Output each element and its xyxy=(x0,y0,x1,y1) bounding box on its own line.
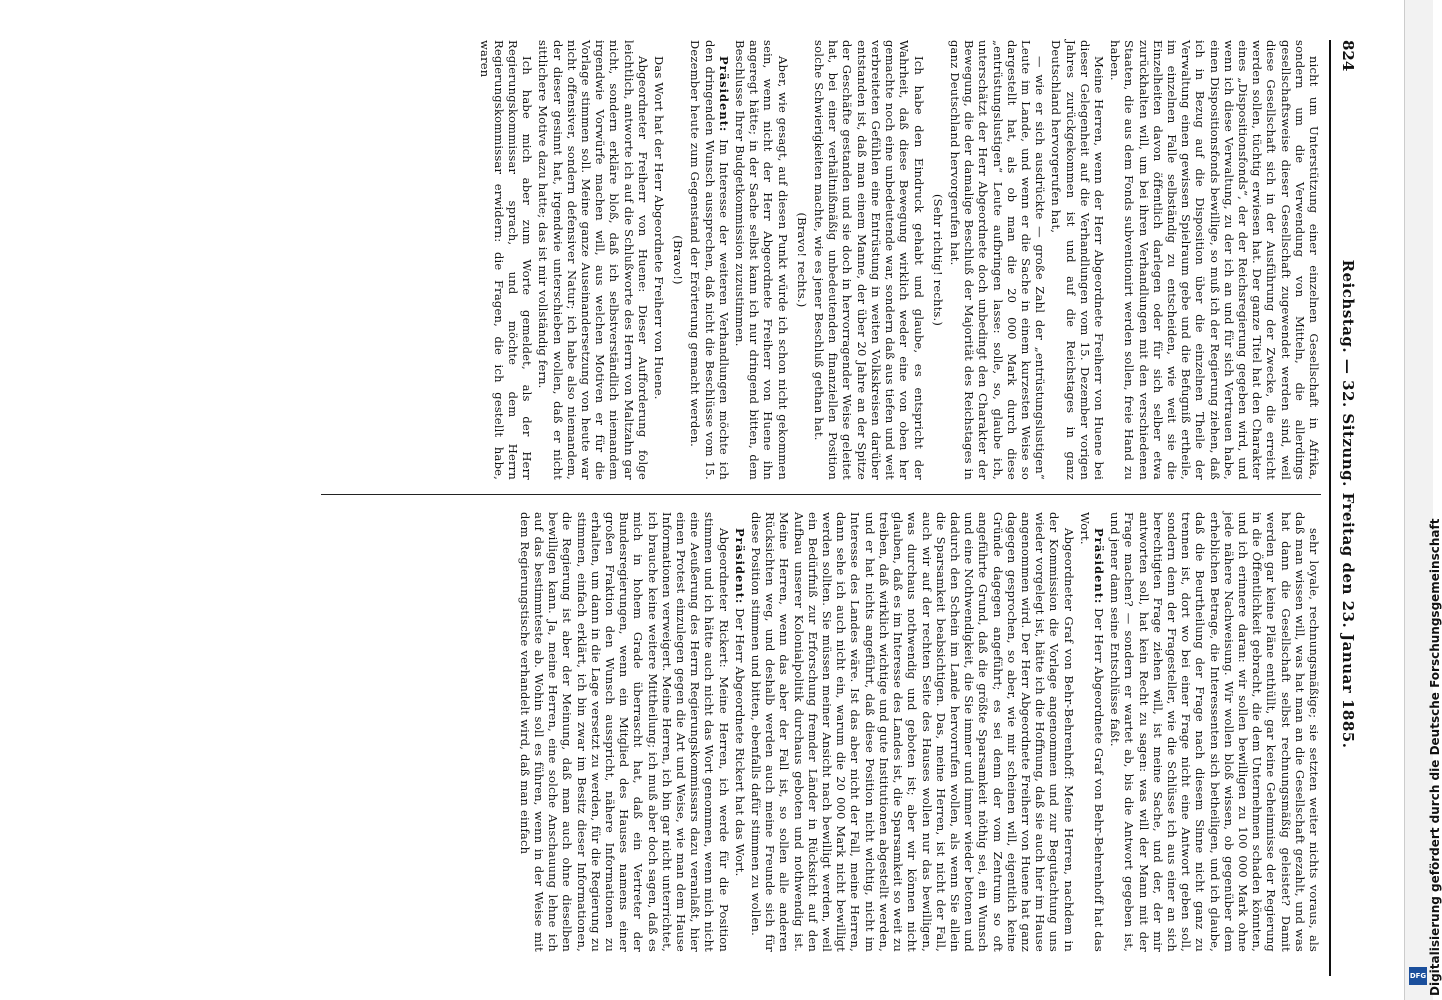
paragraph-text: nicht um Unterstützung einer einzelnen Gesellschaft in Afrika, sondern um die Verwendung von Mitteln, die allerdings gesellschaftsweise dieser Gesellschaft zugewendet werden sind, weil diese Gesellschaft sich in der Ausführung der Zwecke, die erreicht werden sollen, tüchtig erwiesen hat. Der ganze Titel hat den Charakter eines „Dispositionsfonds“, der der Reichsregierung gegeben wird, und wenn ich diese Verwaltung, zu der ich an und für sich Vertrauen habe, einen Dispositionsfonds bewillige, so muß ich der Regierung ziehen, daß ich in Bezug auf die Disposition über die einzelnen Theile der Verwaltung einen gewissen Spielraum gebe und die Befugniß ertheile, im einzelnen Falle selbständig zu entscheiden, wie weit sie die Einzelheiten davon öffentlich darlegen oder für sich selber etwa zurückhalten will, um bei ihren Verhandlungen mit den verschiedenen Staaten, die aus dem Fonds subventionirt werden sollen, freie Hand zu haben. xyxy=(1108,40,1321,480)
paragraph xyxy=(749,512,1076,952)
page-number: 824 xyxy=(1339,40,1357,72)
paragraph-text: Das Wort hat der Herr Abgeordnete Freiherr von Huene. xyxy=(652,56,667,400)
paragraph xyxy=(1108,40,1321,480)
paragraph xyxy=(733,40,790,480)
paragraph xyxy=(652,40,666,480)
paragraph-text: Abgeordneter Rickert: Meine Herren, ich werde für die Position stimmen und ich hätte auch nicht das Wort genommen, wenn mich nicht eine Aeußerung des Herrn Regierungskommissars dazu veranlaßt, hier einen Protest einzulegen gegen die Art und Weise, wie man dem Hause Informationen verweigert. Meine Herren, ich bin gar nicht unterrichtet, ich brauche keine weitere Mittheilung; ich muß aber doch sagen, daß es mich in hohem Grade überrascht hat, daß ein Vertreter der Bundesregierungen, wenn ein Mitglied des Hauses namens einer großen Fraktion den Wunsch ausspricht, nähere Informationen zu erhalten, um dann in die Lage versetzt zu werden, für die Regierung zu stimmen, einfach erklärt, ich bin zwar im Besitz dieser Informationen, die Regierung ist aber der Meinung, daß man auch ohne dieselben bewilligen kann. Ja, meine Herren, eine solche Anschauung lehne ich auf das bestimmteste ab. Wohin soll es führen, wenn in der Weise mit dem Regierungstische verhandelt wird, daß man einfach xyxy=(517,512,731,952)
interjection xyxy=(671,40,685,480)
digitization-credit: Digitalisierung gefördert durch die Deutsche Forschungsgemeinschaft xyxy=(1428,518,1442,996)
speaker-label: Präsident: xyxy=(732,528,747,605)
column-divider xyxy=(321,494,1321,495)
paragraph-text: Meine Herren, wenn der Herr Abgeordnete Freiherr von Huene bei dieser Gelegenheit auf die Verhandlungen vom 15. Dezember vorigen Jahres zurückgekommen ist und auf die Reichstages in ganz Deutschland hervorgerufen hat, xyxy=(1049,40,1106,480)
paragraph xyxy=(733,512,747,952)
interjection xyxy=(931,40,945,480)
dfg-logo: DFG xyxy=(1409,967,1427,985)
paragraph-text: Ich habe mich aber zum Worte gemeldet, als der Herr Regierungskommissar sprach, und möchte dem Herrn Regierungskommissar erwidern: die Fragen, die ich gestellt habe, waren xyxy=(477,40,535,480)
paragraph-text: (Bravo! rechts.) xyxy=(794,212,809,308)
paragraph xyxy=(518,512,731,952)
interjection xyxy=(795,40,809,480)
paragraph xyxy=(536,40,650,480)
paragraph-text: Aber, wie gesagt, auf diesen Punkt würde ich schon nicht gekommen sein, wenn nicht der Herr Abgeordnete Freiherr von Huene ihn angeregt hätte; in der Sache selbst kann ich nur dringend bitten, dem Beschlusse Ihrer Budgetkommission zuzustimmen. xyxy=(733,40,790,480)
paragraph xyxy=(1108,512,1321,952)
paragraph xyxy=(948,40,1047,480)
running-title: Reichstag. — 32. Sitzung. Freitag den 23. Januar 1885. xyxy=(1339,259,1357,749)
paragraph xyxy=(688,40,731,480)
paragraph xyxy=(812,40,926,480)
header-rule xyxy=(1329,40,1331,976)
paragraph-text: Im Interesse der weiteren Verhandlungen möchte ich den dringenden Wunsch aussprechen, daß nicht die Beschlüsse vom 15. Dezember heute zum Gegenstand der Erörterung gemacht werden. xyxy=(688,40,731,480)
page-header xyxy=(1335,40,1357,968)
paragraph-text: (Sehr richtig! rechts.) xyxy=(930,193,945,327)
right-column xyxy=(516,512,1321,952)
paragraph xyxy=(1049,40,1106,480)
left-column xyxy=(475,40,1321,480)
paragraph-text: — wie er sich ausdrückte — große Zahl der „entrüstungslustigen“ Leute im Lande, und wenn er die Sache in einem kurzesten Weise so dargestellt hat, als ob man die 20 000 Mark durch diese „entrüstungslustigen“ Leute aufbringen lasse: solle, so, glaube ich, unterschätzt der Herr Abgeordnete doch unbedingt den Charakter der Bewegung, die der damalige Beschluß der Majorität des Reichstages in ganz Deutschland hervorgerufen hat. xyxy=(947,40,1048,480)
paragraph-text: (Bravo!) xyxy=(671,235,686,285)
paragraph-text: Abgeordneter Freiherr von Huene: Dieser Aufforderung folge leichtlich, antworte ich auf die Schlußworte des Herrn von Maltzahn gar nicht, sondern erkläre bloß, daß ich selbstverständlich niemandem irgendwie Vorwürfe machen will, aus welchen Motiven er für die Vorlage stimmen soll. Meine ganze Auseinandersetzung von heute war nicht offensiver, sondern defensiver Natur; ich habe also niemandem, der dieser gesinnt hat, irgendwie unterschieben wollen, daß er nicht sittlichere Motive dazu hatte; das ist mir vollständig fern. xyxy=(536,40,650,480)
paragraph xyxy=(477,40,534,480)
paragraph xyxy=(1078,512,1106,952)
speaker-label: Präsident: xyxy=(716,56,731,133)
paragraph-text: Abgeordneter Graf von Behr-Behrenhoff: Meine Herren, nachdem in der Kommission die Vorlage angenommen und zur Begutachtung uns wieder vorgelegt ist, hätte ich die Hoffnung, daß sie auch hier im Hause angenommen wird. Der Herr Abgeordnete Freiherr von Huene hat ganz dagegen gesprochen, so aber, wie mir scheinen will, eigentlich keine Gründe dagegen angeführt; es sei denn der vom Zentrum so oft angeführte Grund, daß die größte Sparsamkeit nöthig sei, ein Wunsch und eine Nothwendigkeit, die Sie immer und immer wieder betonen und dadurch den Schein im Lande hervorrufen wollen, als wenn Sie allein die Sparsamkeit beabsichtigen. Das, meine Herren, ist nicht der Fall, auch wir auf der rechten Seite des Hauses wollen nur das bewilligen, was durchaus nothwendig und geboten ist; aber wir können nicht glauben, daß es im Interesse des Landes ist, die Sparsamkeit so weit zu treiben, daß wirklich wichtige und gute Institutionen abgestellt werden, und er hat nichts angeführt, daß diese Position nicht wichtig, nicht im Interesse des Landes wäre. Ist das aber nicht der Fall, meine Herren, dann sehe ich auch nicht ein, warum die 20 000 Mark nicht bewilligt werden sollten. Sie müssen meiner Ansicht nach bewilligt werden, weil ein Bedürfniß zur Erforschung fremder Länder in Rücksicht auf den Aufbau unserer Kolonialpolitik durchaus geboten und nothwendig ist. Meine Herren, wenn das aber der Fall ist, so sollen alle anderen Rücksichten weg, und deshalb werden auch meine Freunde sich für diese Position stimmen und bitten, ebenfalls dafür stimmen zu wollen. xyxy=(749,512,1076,952)
paragraph-text: Ich habe den Eindruck gehabt und glaube, es entspricht der Wahrheit, daß diese Bewegung wirklich weder eine von oben her gemachte noch eine unbedeutende war, sondern daß aus tiefen und weit verbreiteten Gefühlen eine Entrüstung in weiten Volkskreisen darüber entstanden ist, daß man einem Manne, der über 20 Jahre an der Spitze der Geschäfte gestanden und sie doch in hervorragender Weise geleitet hat, bei einer verhältnißmäßig unbedeutenden finanziellen Position solche Schwierigkeiten machte, wie es jener Beschluß gethan hat. xyxy=(812,40,926,480)
speaker-label: Präsident: xyxy=(1091,528,1106,605)
paragraph-text: Der Herr Abgeordnete Rickert hat das Wort. xyxy=(732,604,747,877)
paragraph-text: Der Herr Abgeordnete Graf von Behr-Behrenhoff hat das Wort. xyxy=(1077,512,1106,952)
paragraph-text: sehr loyale, rechnungsmäßige; sie setzten weiter nichts voraus, als daß man wissen will, was hat man an die Gesellschaft gezahlt, und was hat dann die Gesellschaft selbst rechnungsmäßig geleistet? Damit werden gar keine Pläne enthüllt, gar keine Geheimnisse der Regierung in die Öffentlichkeit gebracht, die dem Unternehmen schaden könnten, und ich erinnere daran: wir sollen bewilligen zu 100 000 Mark ohne jede nähere Nachweisung. Wir wollen bloß wissen, ob gegenüber dem erheblichen Betrage, die Interessenten sich betheiligen, und ich glaube, daß die Beurtheilung der Frage nach diesem Sinne nicht ganz zu trennen ist, dort wo bei einer Frage nicht eine Antwort geben soll, sondern denn der Fragesteller, wie die Schlüsse ich aus einer an sich berechtigten Frage ziehen will, ist meine Sache, und der, der mir antworten soll, hat kein Recht zu sagen: was will der Mann mit der Frage machen? — sondern er wartet ab, bis die Antwort gegeben ist, und jener dann seine Entschlüsse faßt. xyxy=(1108,512,1321,952)
